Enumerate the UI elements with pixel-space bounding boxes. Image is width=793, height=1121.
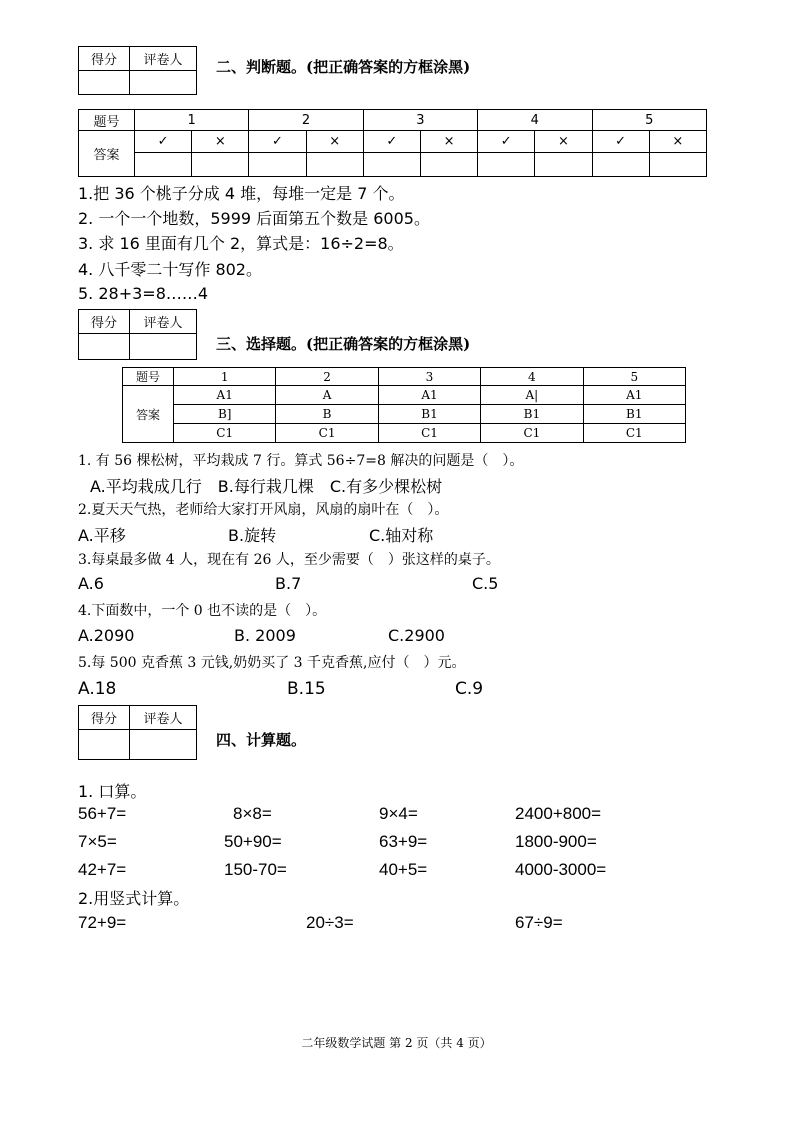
option-c-box[interactable]: C1 (174, 424, 276, 443)
fill-box[interactable] (306, 153, 363, 177)
choice-question-5: 5.每 500 克香蕉 3 元钱,奶奶买了 3 千克香蕉,应付（ ）元。 (78, 655, 466, 671)
option-b-box[interactable]: B] (174, 405, 276, 424)
table-header-label: 题号 (79, 110, 135, 131)
grader-cell (130, 334, 197, 360)
grader-label: 评卷人 (130, 310, 197, 334)
choice-option: C.轴对称 (369, 526, 434, 545)
choice-question-1: 1. 有 56 棵松树，平均栽成 7 行。算式 56÷7=8 解决的问题是（ ）。 (78, 453, 524, 469)
choice-option: B. 2009 (234, 626, 296, 645)
choice-question-1-options: A.平均栽成几行 B.每行栽几棵 C.有多少棵松树 (90, 477, 443, 496)
choice-answer-table (122, 367, 686, 443)
cross-option[interactable]: × (420, 131, 477, 153)
question-number: 1 (135, 110, 249, 131)
fill-box[interactable] (649, 153, 706, 177)
table-header-label: 题号 (123, 368, 174, 386)
judgment-question-2: 2. 一个一个地数，5999 后面第五个数是 6005。 (78, 209, 430, 228)
question-number: 2 (249, 110, 363, 131)
grader-cell (130, 730, 197, 760)
vertical-problem: 67÷9= (515, 913, 563, 932)
oral-problem: 7×5= (78, 832, 117, 851)
question-number: 2 (276, 368, 378, 386)
option-c-box[interactable]: C1 (276, 424, 378, 443)
option-b-box[interactable]: B1 (583, 405, 685, 424)
cross-option[interactable]: × (306, 131, 363, 153)
oral-problem: 56+7= (78, 804, 127, 823)
choice-option: B.旋转 (228, 526, 277, 545)
vertical-problem: 72+9= (78, 913, 127, 932)
question-number: 3 (363, 110, 477, 131)
choice-question-2: 2.夏天天气热，老师给大家打开风扇，风扇的扇叶在（ ）。 (78, 502, 449, 518)
vertical-calc-title: 2.用竖式计算。 (78, 889, 190, 908)
choice-question-3: 3.每桌最多做 4 人，现在有 26 人，至少需要（ ）张这样的桌子。 (78, 552, 500, 568)
choice-option: A.2090 (78, 626, 135, 645)
score-box (78, 309, 197, 360)
score-cell (79, 334, 130, 360)
oral-problem: 9×4= (379, 804, 418, 823)
grader-cell (130, 71, 197, 95)
score-box (78, 46, 197, 95)
oral-problem: 50+90= (224, 832, 282, 851)
option-b-box[interactable]: B (276, 405, 378, 424)
answer-label: 答案 (123, 386, 174, 443)
cross-option[interactable]: × (649, 131, 706, 153)
fill-box[interactable] (249, 153, 306, 177)
score-label: 得分 (79, 47, 130, 71)
choice-option: C.5 (472, 574, 499, 593)
score-label: 得分 (79, 706, 130, 730)
score-box (78, 705, 197, 760)
fill-box[interactable] (363, 153, 420, 177)
oral-problem: 4000-3000= (515, 860, 607, 879)
option-a-box[interactable]: A1 (378, 386, 480, 405)
check-option[interactable]: ✓ (135, 131, 192, 153)
question-number: 5 (592, 110, 707, 131)
choice-option: A.18 (78, 679, 117, 699)
page-footer: 二年级数学试题 第 2 页（共 4 页） (301, 1036, 492, 1050)
check-option[interactable]: ✓ (478, 131, 535, 153)
question-number: 4 (481, 368, 583, 386)
question-number: 3 (378, 368, 480, 386)
oral-problem: 8×8= (233, 804, 272, 823)
fill-box[interactable] (478, 153, 535, 177)
question-number: 1 (174, 368, 276, 386)
section4-title: 四、计算题。 (216, 731, 307, 749)
option-a-box[interactable]: A| (481, 386, 583, 405)
oral-calc-title: 1. 口算。 (78, 782, 147, 801)
choice-option: B.7 (275, 574, 302, 593)
vertical-problem: 20÷3= (306, 913, 354, 932)
option-c-box[interactable]: C1 (583, 424, 685, 443)
option-c-box[interactable]: C1 (378, 424, 480, 443)
check-option[interactable]: ✓ (363, 131, 420, 153)
fill-box[interactable] (192, 153, 249, 177)
option-c-box[interactable]: C1 (481, 424, 583, 443)
judgment-question-1: 1.把 36 个桃子分成 4 堆，每堆一定是 7 个。 (78, 184, 405, 203)
oral-problem: 42+7= (78, 860, 127, 879)
section2-title: 二、判断题。(把正确答案的方框涂黑) (216, 58, 471, 76)
choice-question-4: 4.下面数中，一个 0 也不读的是（ ）。 (78, 603, 327, 619)
question-number: 5 (583, 368, 685, 386)
check-option[interactable]: ✓ (249, 131, 306, 153)
grader-label: 评卷人 (130, 706, 197, 730)
question-number: 4 (478, 110, 592, 131)
choice-option: A.6 (78, 574, 104, 593)
answer-label: 答案 (79, 131, 135, 177)
cross-option[interactable]: × (192, 131, 249, 153)
oral-problem: 40+5= (379, 860, 428, 879)
judgment-question-4: 4. 八千零二十写作 802。 (78, 260, 262, 279)
oral-problem: 63+9= (379, 832, 428, 851)
option-a-box[interactable]: A1 (583, 386, 685, 405)
option-a-box[interactable]: A1 (174, 386, 276, 405)
option-a-box[interactable]: A (276, 386, 378, 405)
score-cell (79, 730, 130, 760)
choice-option: B.15 (287, 679, 326, 699)
fill-box[interactable] (535, 153, 592, 177)
score-label: 得分 (79, 310, 130, 334)
judgment-question-5: 5. 28+3=8……4 (78, 284, 209, 303)
oral-problem: 1800-900= (515, 832, 597, 851)
judgment-question-3: 3. 求 16 里面有几个 2，算式是：16÷2=8。 (78, 234, 404, 253)
score-cell (79, 71, 130, 95)
oral-problem: 2400+800= (515, 804, 602, 823)
fill-box[interactable] (592, 153, 649, 177)
choice-option: C.9 (455, 679, 484, 699)
option-b-box[interactable]: B1 (481, 405, 583, 424)
oral-problem: 150-70= (224, 860, 287, 879)
judgment-answer-table (78, 109, 707, 177)
section3-title: 三、选择题。(把正确答案的方框涂黑) (216, 335, 471, 353)
option-b-box[interactable]: B1 (378, 405, 480, 424)
choice-option: A.平移 (78, 526, 126, 545)
fill-box[interactable] (135, 153, 192, 177)
fill-box[interactable] (420, 153, 477, 177)
choice-option: C.2900 (388, 626, 445, 645)
grader-label: 评卷人 (130, 47, 197, 71)
check-option[interactable]: ✓ (592, 131, 649, 153)
cross-option[interactable]: × (535, 131, 592, 153)
